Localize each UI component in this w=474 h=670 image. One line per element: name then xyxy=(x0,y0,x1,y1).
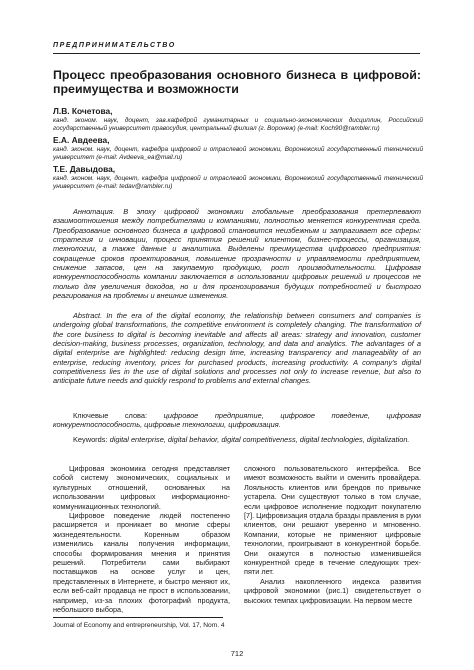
body-column-right xyxy=(244,464,421,605)
body-column-left xyxy=(53,464,230,615)
author-name: Л.В. Кочетова, xyxy=(53,106,113,116)
body-paragraph: Анализ накопленного индекса развития цифровой экономики (рис.1) свидетельствует о высоких темпах цифровизации. На первом месте xyxy=(244,576,421,605)
keywords-text: digital enterprise, digital behavior, digital competitiveness, digital technologies, digitalization. xyxy=(109,435,410,444)
author-affiliation: канд. эконом. наук, доцент, кафедра цифровой и отраслевой экономики, Воронежский государственный технический университет (e-mail: Avdeeva_ea@mail.ru) xyxy=(53,145,423,162)
body-paragraph: Цифровое поведение людей постепенно расширяется и проникает во многие сферы жизнедеятельности. Коренным образом изменились каналы получения информации, способы формирования мнения и принятия решений. Потребители сами выбирают поставщиков на основе услуг и цен, представленных в Интернете, и быстро меняют их, если веб-сайт продавца не прост в использовании, например, из-за плохих фотографий продукта, небольшого выбора, xyxy=(53,511,230,615)
keywords-russian xyxy=(53,411,421,430)
keywords-label: Keywords: xyxy=(73,435,108,444)
abstract-english: Abstract. In the era of the digital economy, the relationship between consumers and companies is undergoing global transformations, the competitive environment is completely changing. The transformation of the core business to digital is becoming inevitable and affects all areas: strategy and innovation, customer decision-making, business processes, organization, technology, and data and analytics. The advantages of a digital enterprise are highlighted: reducing design time, increasing transparency and manageability of an enterprise, reducing inventory, prices for purchased products, increasing productivity. A company's digital competitiveness lies in the use of digital solutions and processes not only to increase revenue, but also to anticipate future needs and quickly respond to problems and external changes. xyxy=(53,311,421,386)
keywords-english xyxy=(53,435,421,444)
authors-block xyxy=(53,106,423,192)
body-paragraph: сложного пользовательского интерфейса. Все имеют возможность выйти и сменить провайдера. Лояльность клиентов или брендов по привычке устарела. Они существуют только в том случае, если цифровое исполнение подходит покупателю [7]. Цифровизация отдала бразды правления в руки клиентов, они решают уверенно и мгновенно. Компании, которые не применяют цифровые технологии, проигрывают в конкурентной борьбе. Они окажутся в полностью изменившейся конкурентной среде в течение следующих трех-пяти лет. xyxy=(244,464,421,577)
header-rule xyxy=(53,53,420,54)
journal-footer: Journal of Economy and entrepreneurship, Vol. 17, Nom. 4 xyxy=(53,622,225,629)
section-label: ПРЕДПРИНИМАТЕЛЬСТВО xyxy=(53,42,176,49)
paper-title: Процесс преобразования основного бизнеса в цифровой: преимущества и возможности xyxy=(53,68,421,96)
page-number: 712 xyxy=(230,649,244,658)
author-affiliation: канд. эконом. наук, доцент, зав.кафедрой гуманитарных и социально-экономических дисциплин, Российский государственный университет правосудия, центральный филиал (г. Воронеж) (e-mail: Koch90@rambler.ru) xyxy=(53,117,423,133)
author-name: Е.А. Авдеева, xyxy=(53,134,110,145)
body-paragraph: Цифровая экономика сегодня представляет собой систему экономических, социальных и культурных отношений, основанных на использовании цифровых информационно-коммуникационных технологий. xyxy=(53,464,230,511)
author-name: Т.Е. Давыдова, xyxy=(53,163,116,174)
author-affiliation: канд. эконом. наук, доцент, кафедра цифровой и отраслевой экономики, Воронежский государственный технический университет (e-mail: tedav@rambler.ru) xyxy=(53,174,423,191)
footer-rule xyxy=(53,617,223,618)
keywords-label: Ключевые слова: xyxy=(73,411,148,420)
keywords-text: цифровое предприятие, цифровое поведение, цифровая конкурентоспособность, цифровые технологии, цифровизация. xyxy=(53,411,422,430)
author-3 xyxy=(53,164,423,192)
author-1 xyxy=(53,106,423,134)
abstract-russian: Аннотация. В эпоху цифровой экономики глобальные преобразования претерпевают взаимоотношения между потребителями и компаниями, полностью меняется конкурентная среда. Преобразование основного бизнеса в цифровой становится неизбежным и затрагивает все сферы: стратегия и инновации, процесс принятия решений клиентом, бизнес-процессы, организация, технологии, а также данные и аналитика. Выделены преимущества цифрового предприятия: сокращение сроков проектирования, повышение прозрачности и управляемости предприятием, снижение запасов, цен на закупаемую продукцию, рост производительности. Цифровая конкурентоспособность компании заключается в использовании цифровых решений и процессов не только для увеличения доходов, но и для прогнозирования будущих потребностей и быстрого реагирования на проблемы и внешние изменения. xyxy=(53,207,421,301)
author-2 xyxy=(53,135,423,163)
